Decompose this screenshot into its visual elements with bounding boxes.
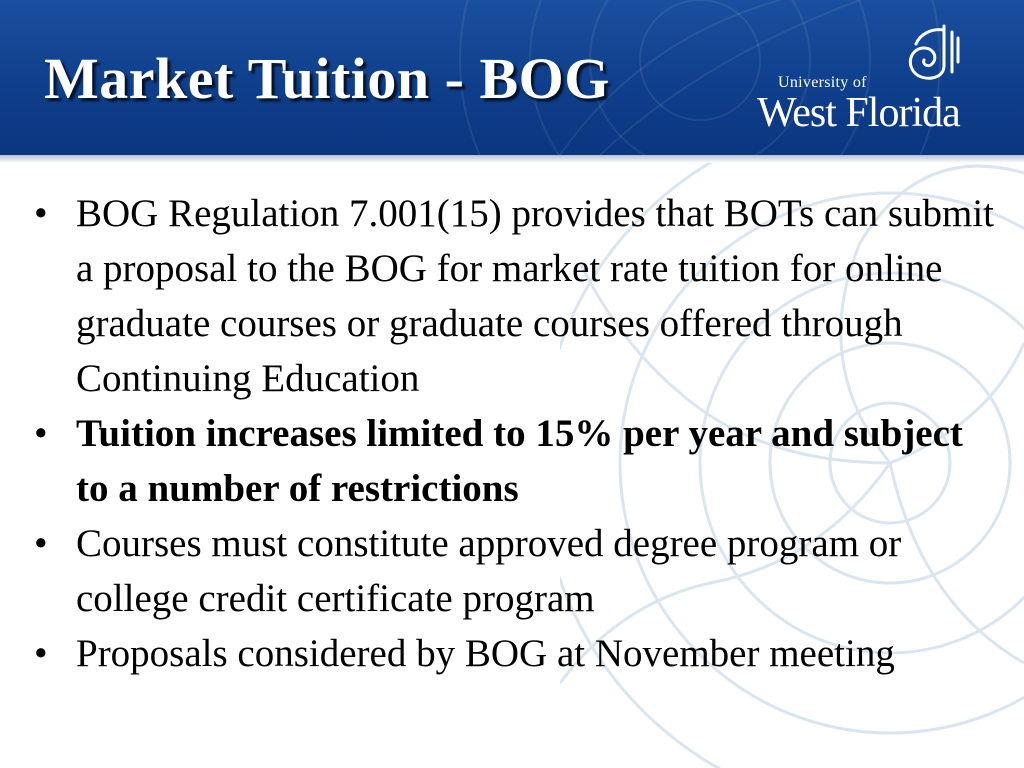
- bullet-item: [30, 186, 1000, 406]
- bullet-text: Tuition increases limited to 15% per year and subject to a number of restrictions: [76, 412, 963, 510]
- bullet-item: [30, 406, 1000, 516]
- bullet-marker: •: [34, 192, 48, 235]
- bullet-item: [30, 626, 1000, 681]
- logo-line-university-of: University of: [778, 74, 867, 91]
- bullet-list: [30, 186, 1000, 681]
- bullet-item: [30, 516, 1000, 626]
- bullet-text: Proposals considered by BOG at November meeting: [76, 632, 895, 675]
- bullet-text: BOG Regulation 7.001(15) provides that BOTs can submit a proposal to the BOG for market rate tuition for online graduate courses or graduate courses offered through Continuing Education: [76, 192, 995, 400]
- university-logo: [752, 22, 982, 137]
- bullet-marker: •: [34, 412, 48, 455]
- slide-title: Market Tuition - BOG: [44, 46, 610, 111]
- bullet-marker: •: [34, 632, 48, 675]
- bullet-text: Courses must constitute approved degree program or college credit certificate program: [76, 522, 902, 620]
- logo-line-west-florida: West Florida: [757, 90, 960, 136]
- nautilus-shell-icon: [882, 22, 962, 84]
- bullet-marker: •: [34, 522, 48, 565]
- title-banner: [0, 0, 1024, 155]
- banner-shadow: [0, 155, 1024, 163]
